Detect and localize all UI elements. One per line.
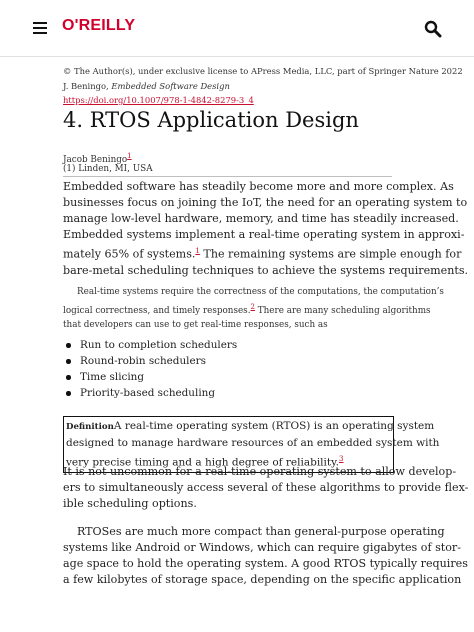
paragraph-line: systems like Android or Windows, which can require gigabytes of stor- <box>63 541 461 555</box>
paragraph-algorithms <box>63 464 469 512</box>
paragraph-line <box>63 300 431 318</box>
paragraph-line: Embedded software has steadily become more and more complex. As <box>63 180 454 193</box>
paragraph-realtime <box>63 285 444 332</box>
text-span: A real-time operating system (RTOS) is an operating system <box>113 420 435 432</box>
list-item: Priority-based scheduling <box>63 385 363 401</box>
text-span: mately 65% of systems. <box>63 248 196 262</box>
text-span: There are many scheduling algorithms <box>254 305 431 316</box>
top-bar <box>0 0 474 57</box>
definition-line: designed to manage hardware resources of an embedded system with <box>66 437 440 449</box>
footnote-link[interactable]: 2 <box>250 302 255 311</box>
paragraph-line: businesses focus on joining the IoT, the need for an operating system to <box>63 196 468 210</box>
paragraph-line: RTOSes are much more compact than general-purpose operating <box>77 525 445 538</box>
paragraph-line: manage low-level hardware, memory, and time has steadily increased. <box>63 212 459 226</box>
paragraph-line: a few kilobytes of storage space, depending on the specific application <box>63 573 462 587</box>
paragraph-line: that developers can use to get real-time responses, such as <box>63 319 328 330</box>
chapter-title: 4. RTOS Application Design <box>63 108 359 132</box>
citation-author: J. Beningo, <box>63 81 112 91</box>
paragraph-rtos-size <box>63 524 468 588</box>
paragraph-intro <box>63 179 469 279</box>
paragraph-line: Embedded systems implement a real-time operating system in approxi- <box>63 228 465 242</box>
paragraph-line: age space to hold the operating system. A good RTOS typically requires <box>63 557 468 571</box>
paragraph-line: Real-time systems require the correctness of the computations, the computation’s <box>77 287 444 297</box>
paragraph-line: ible scheduling options. <box>63 497 197 511</box>
footnote-link[interactable]: 3 <box>339 455 344 463</box>
citation-line <box>63 80 230 93</box>
text-span: very precise timing and a high degree of reliability. <box>66 456 339 469</box>
author-affiliation: (1) Linden, MI, USA <box>63 164 153 174</box>
footnote-link[interactable]: 1 <box>195 247 200 256</box>
text-span: The remaining systems are simple enough for <box>199 248 462 262</box>
citation-book: Embedded Software Design <box>111 81 230 91</box>
list-item: Run to completion schedulers <box>63 337 363 353</box>
copyright-line: © The Author(s), under exclusive license to APress Media, LLC, part of Springer Nature 2022 <box>63 66 463 76</box>
list-item: Round-robin schedulers <box>63 353 363 369</box>
paragraph-line: ers to simultaneously access several of these algorithms to provide flex- <box>63 481 469 495</box>
scheduling-list <box>63 337 363 401</box>
divider <box>63 176 392 177</box>
definition-line <box>66 418 435 435</box>
author-name: Jacob Beningo <box>63 154 128 165</box>
hamburger-menu-icon[interactable] <box>33 22 47 34</box>
oreilly-logo[interactable]: O'REILLY <box>62 17 136 34</box>
definition-label: Definition <box>66 422 114 432</box>
list-item: Time slicing <box>63 369 363 385</box>
paragraph-line: bare-metal scheduling techniques to achieve the systems requirements. <box>63 264 469 278</box>
paragraph-line <box>63 243 462 263</box>
paragraph-line: It is not uncommon for a real-time operating system to allow develop- <box>63 465 457 478</box>
text-span: logical correctness, and timely responses. <box>63 305 251 316</box>
doi-link[interactable]: https://doi.org/10.1007/978-1-4842-8279-3_4 <box>63 95 254 105</box>
search-icon[interactable] <box>424 20 442 38</box>
author-footnote-link[interactable]: 1 <box>127 152 132 160</box>
